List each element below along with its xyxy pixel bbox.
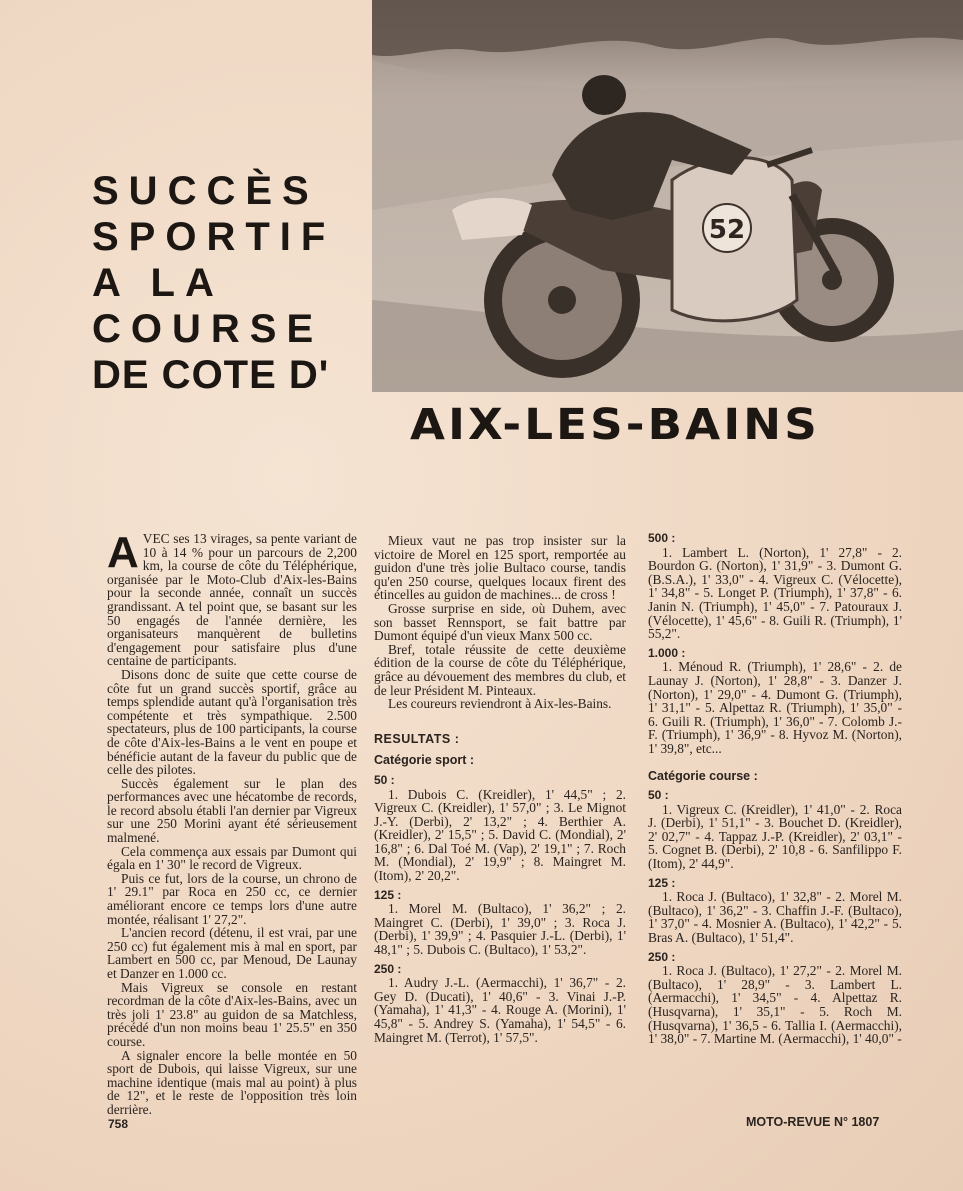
paragraph-2: Disons donc de suite que cette course de côte fut un grand succès sportif, grâce au temps splendide autant qu'à l'organisation très compétente et très sympathique. 2.500 spectateurs, plus de 100 participants, la course de côte d'Aix-les-Bains a le vent en poupe et bénéficie autant de la faveur du public que de celle des pilotes.: [107, 666, 357, 778]
paragraph-3: Succès également sur le plan des performances avec une hécatombe de records, le record absolu établi l'an dernier par Vigreux sur une 250 Morini ayant été sérieusement malmené.: [107, 775, 357, 846]
result-class-label: 500 :: [648, 531, 676, 545]
title-line-5: DE COTE D': [92, 353, 330, 397]
result-entry: 1. Morel M. (Bultaco), 1' 36,2" ; 2. Maingret C. (Derbi), 1' 39,0" ; 3. Roca J. (Derbi), 1' 39,9" ; 4. Pasquier J.-L. (Derbi), 1' 48,1" ; 5. Dubois C. (Bultaco), 1' 53,2".: [374, 901, 626, 958]
page-number: 758: [108, 1117, 129, 1131]
title-line-4: COURSE: [92, 307, 324, 351]
result-class-label: 125 :: [374, 887, 402, 902]
title-line-2: SPORTIF: [92, 215, 336, 259]
paragraph-9: Mieux vaut ne pas trop insister sur la victoire de Morel en 125 sport, remportée au guidon d'une très jolie Bultaco course, tandis qu'en 250 course, quelques locaux firent des étincelles au guidon de machines... de cross !: [374, 533, 626, 603]
result-entry: 1. Vigreux C. (Kreidler), 1' 41,0" - 2. Roca J. (Derbi), 1' 51,1" - 3. Bouchet D. (Kreidler), 2' 02,7" - 4. Tappaz J.-P. (Kreidler), 2' 03,1" - 5. Cognet B. (Derbi), 2' 10,8 - 6. Sanfilippo F. (Itom), 2' 44,9".: [648, 801, 902, 872]
paragraph-11: Bref, totale réussite de cette deuxième édition de la course de côte du Téléphérique, grâce au dévouement des membres du club, et de leur Président M. Pinteaux.: [374, 641, 626, 698]
title-line-1: SUCCÈS: [92, 169, 319, 213]
result-entry: 1. Roca J. (Bultaco), 1' 32,8" - 2. Morel M. (Bultaco), 1' 36,2" - 3. Chaffin J.-F. (Bultaco), 1' 37,0" - 4. Mosnier A. (Bultaco), 1' 42,2" - 5. Bras A. (Bultaco), 1' 51,4".: [648, 889, 902, 946]
article-column-1: [107, 528, 357, 1117]
paragraph-5: Puis ce fut, lors de la course, un chrono de 1' 29.1" par Roca en 250 cc, ce dernier améliorant encore ce temps lors d'une autre montée, réalisant 1' 27,2".: [107, 870, 357, 927]
paragraph-10: Grosse surprise en side, où Duhem, avec son basset Rennsport, se fait battre par Dumont équipé d'un vieux Manx 500 cc.: [374, 600, 626, 644]
paragraph-4: Cela commença aux essais par Dumont qui égala en 1' 30" le record de Vigreux.: [107, 843, 357, 873]
drop-cap: A: [107, 528, 139, 577]
title-place: AIX-LES-BAINS: [410, 400, 820, 450]
result-class-label: 50 :: [648, 788, 669, 803]
result-entry: 1. Audry J.-L. (Aermacchi), 1' 36,7" - 2. Gey D. (Ducati), 1' 40,6" - 3. Vinai J.-P. (Yamaha), 1' 41,3" - 4. Rouge A. (Morini), 1' 45,8" - 5. Andrey S. (Yamaha), 1' 54,5" - 6. Maingret M. (Terrot), 1' 57,5".: [374, 975, 626, 1045]
title-line-3: A LA: [92, 261, 224, 305]
results-heading: RESULTATS :: [374, 731, 460, 746]
result-class-label: 250 :: [374, 961, 402, 976]
result-entry: 1. Lambert L. (Norton), 1' 27,8" - 2. Bourdon G. (Norton), 1' 31,9" - 3. Dumont G. (B.S.A.), 1' 33,0" - 4. Vigreux C. (Vélocette), 1' 34,8" - 5. Longet P. (Triumph), 1' 37,8" - 6. Janin N. (Triumph), 1' 45,0" - 7. Patouraux J. (Vélocette), 1' 45,6" - 8. Guili R. (Triumph), 1' 55,2".: [648, 544, 902, 642]
result-class-label: 50 :: [374, 772, 395, 787]
result-entry: 1. Roca J. (Bultaco), 1' 27,2" - 2. Morel M. (Bultaco), 1' 28,9" - 3. Lambert L. (Aermacchi), 1' 34,5" - 4. Alpettaz R. (Husqvarna), 1' 35,1" - 5. Roch M. (Husqvarna), 1' 36,5 - 6. Tallia I. (Aermacchi), 1' 38,0" - 7. Martine M. (Aermacchi), 1' 40,0" -: [648, 963, 902, 1047]
motorcycle-photo: [372, 0, 963, 392]
result-entry: 1. Ménoud R. (Triumph), 1' 28,6" - 2. de Launay J. (Norton), 1' 28,8" - 3. Danzer J. (Norton), 1' 29,0" - 4. Dumont G. (Triumph), 1' 31,1" - 5. Alpettaz R. (Triumph), 1' 35,0" - 6. Guili R. (Triumph), 1' 36,0" - 7. Colomb J.-F. (Triumph), 1' 36,9" - 8. Hyvoz M. (Norton), 1' 39,8", etc...: [648, 659, 902, 756]
result-class-label: 125 :: [648, 875, 676, 890]
course-category-heading: Catégorie course :: [648, 768, 758, 783]
result-class-label: 1.000 :: [648, 645, 686, 660]
result-class-label: 250 :: [648, 949, 676, 964]
article-column-3: [648, 526, 902, 1046]
result-entry: 1. Dubois C. (Kreidler), 1' 44,5" ; 2. Vigreux C. (Kreidler), 1' 57,0" ; 3. Le Mignot J.-Y. (Derbi), 2' 13,2" ; 4. Berthier A. (Kreidler), 2' 15,5" ; 5. David C. (Mondial), 2' 16,8" ; 6. Dal Toé M. (Vap), 2' 19,1" ; 7. Roch M. (Mondial), 2' 19,9" ; 8. Maingret M. (Itom), 2' 20,2".: [374, 786, 626, 884]
article-title: [92, 168, 372, 398]
number-plate: 52: [708, 215, 746, 245]
paragraph-12: Les coureurs reviendront à Aix-les-Bains.: [388, 696, 612, 712]
motorcycle-rider-illustration: [372, 0, 963, 392]
paragraph-1: AVEC ses 13 virages, sa pente variant de 10 à 14 % pour un parcours de 2,200 km, la course de côte du Téléphérique, organisée par le Moto-Club d'Aix-les-Bains pour la seconde année, connaît un succès grandissant. A tel point que, se basant sur les 50 engagés de l'année dernière, les organisateurs manquèrent de bulletins d'engagement pour satisfaire plus d'une centaine de participants.: [107, 528, 357, 669]
sport-category-heading: Catégorie sport :: [374, 753, 475, 768]
paragraph-8: A signaler encore la belle montée en 50 sport de Dubois, qui laisse Vigreux, sur une machine identique (mais mal au point) à plus de 12", et le reste de l'opposition très loin derrière.: [107, 1047, 357, 1117]
paragraph-6: L'ancien record (détenu, il est vrai, par une 250 cc) fut également mis à mal en sport, par Lambert en 500 cc, par Menoud, De Launay et Danzer en 1.000 cc.: [107, 925, 357, 981]
magazine-issue: MOTO-REVUE N° 1807: [746, 1115, 880, 1129]
paragraph-7: Mais Vigreux se console en restant recordman de la côte d'Aix-les-Bains, avec un très joli 1' 23.8" au guidon de sa Matchless, précédé d'un non moins beau 1' 25.5" en 350 course.: [107, 979, 357, 1049]
article-column-2: [374, 534, 626, 1044]
